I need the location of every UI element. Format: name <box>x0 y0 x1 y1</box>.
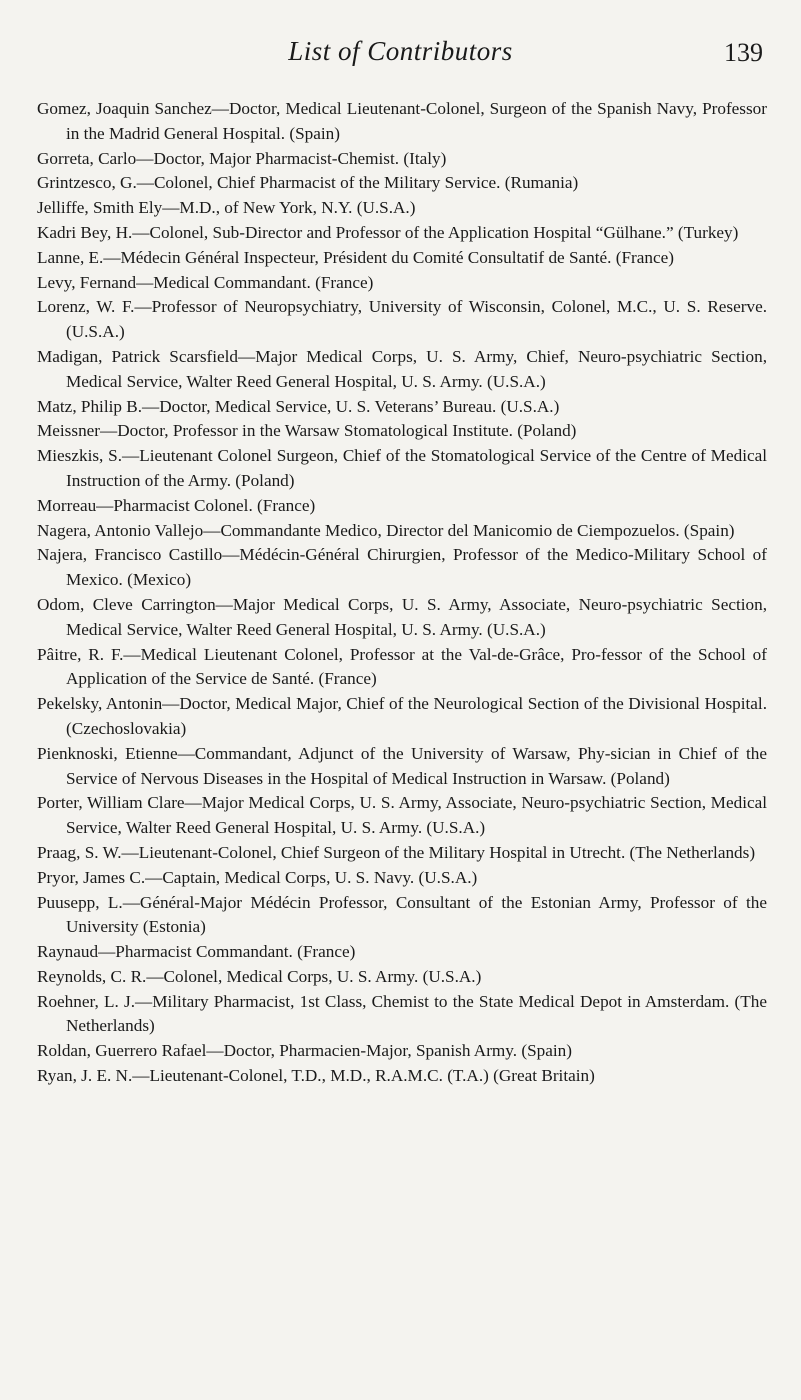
contributor-entry: Praag, S. W.—Lieutenant-Colonel, Chief Surgeon of the Military Hospital in Utrecht. (The Netherlands) <box>37 842 756 862</box>
contributor-entry: Raynaud—Pharmacist Commandant. (France) <box>37 942 356 962</box>
contributor-entry: Meissner—Doctor, Professor in the Warsaw Stomatological Institute. (Poland) <box>37 421 577 441</box>
contributor-entry: Puusepp, L.—Général-Major Médécin Professor, Consultant of the Estonian Army, Professor of the University (Estonia) <box>37 892 767 937</box>
contributor-entry: Najera, Francisco Castillo—Médécin-Général Chirurgien, Professor of the Medico-Military School of Mexico. (Mexico) <box>37 545 767 590</box>
contributor-entry: Lorenz, W. F.—Professor of Neuropsychiatry, University of Wisconsin, Colonel, M.C., U. S. Reserve. (U.S.A.) <box>37 297 767 342</box>
contributor-entry: Gorreta, Carlo—Doctor, Major Pharmacist-Chemist. (Italy) <box>37 148 447 168</box>
contributor-entry: Pekelsky, Antonin—Doctor, Medical Major, Chief of the Neurological Section of the Divisional Hospital. (Czechoslovakia) <box>37 694 767 738</box>
contributor-entry: Matz, Philip B.—Doctor, Medical Service, U. S. Veterans’ Bureau. (U.S.A.) <box>37 396 560 416</box>
contributor-entry: Nagera, Antonio Vallejo—Commandante Medico, Director del Manicomio de Ciempozuelos. (Spain) <box>37 520 735 540</box>
contributor-entry: Kadri Bey, H.—Colonel, Sub-Director and Professor of the Application Hospital “Gülhane.” (Turkey) <box>37 222 739 242</box>
contributor-entry: Gomez, Joaquin Sanchez—Doctor, Medical Lieutenant-Colonel, Surgeon of the Spanish Navy, Professor in the Madrid General Hospital. (Spain) <box>37 99 767 143</box>
page-title: List of Contributors <box>288 36 513 66</box>
contributor-entry: Roehner, L. J.—Military Pharmacist, 1st Class, Chemist to the State Medical Depot in Amsterdam. (The Netherlands) <box>37 991 767 1036</box>
contributor-entry: Levy, Fernand—Medical Commandant. (France) <box>37 272 374 292</box>
contributor-entry: Lanne, E.—Médecin Général Inspecteur, Président du Comité Consultatif de Santé. (France) <box>37 247 674 267</box>
contributor-entry: Porter, William Clare—Major Medical Corps, U. S. Army, Associate, Neuro-psychiatric Section, Medical Service, Walter Reed General Hospital, U. S. Army. (U.S.A.) <box>37 793 767 838</box>
page-header <box>0 36 801 76</box>
contributor-entry: Madigan, Patrick Scarsfield—Major Medical Corps, U. S. Army, Chief, Neuro-psychiatric Section, Medical Service, Walter Reed General Hospital, U. S. Army. (U.S.A.) <box>37 346 767 391</box>
contributor-entry: Grintzesco, G.—Colonel, Chief Pharmacist of the Military Service. (Rumania) <box>37 173 579 193</box>
contributor-entry: Pryor, James C.—Captain, Medical Corps, U. S. Navy. (U.S.A.) <box>37 867 478 887</box>
contributor-entry: Odom, Cleve Carrington—Major Medical Corps, U. S. Army, Associate, Neuro-psychiatric Section, Medical Service, Walter Reed General Hospital, U. S. Army. (U.S.A.) <box>37 594 767 639</box>
contributor-entry: Pâitre, R. F.—Medical Lieutenant Colonel, Professor at the Val-de-Grâce, Pro-fessor of the School of Application of the Service de Santé. (France) <box>37 644 767 689</box>
contributor-entry: Morreau—Pharmacist Colonel. (France) <box>37 495 316 515</box>
page-number: 139 <box>724 38 763 67</box>
contributor-entry: Mieszkis, S.—Lieutenant Colonel Surgeon, Chief of the Stomatological Service of the Centre of Medical Instruction of the Army. (Poland) <box>37 446 767 490</box>
contributor-entry: Pienknoski, Etienne—Commandant, Adjunct of the University of Warsaw, Phy-sician in Chief of the Service of Nervous Diseases in the Hospital of Medical Instruction in Warsaw. (Poland) <box>37 743 767 788</box>
contributor-list <box>37 97 767 1089</box>
contributor-entry: Reynolds, C. R.—Colonel, Medical Corps, U. S. Army. (U.S.A.) <box>37 966 482 986</box>
contributor-entry: Jelliffe, Smith Ely—M.D., of New York, N.Y. (U.S.A.) <box>37 198 416 218</box>
contributor-entry: Ryan, J. E. N.—Lieutenant-Colonel, T.D., M.D., R.A.M.C. (T.A.) (Great Britain) <box>37 1066 595 1086</box>
contributor-entry: Roldan, Guerrero Rafael—Doctor, Pharmacien-Major, Spanish Army. (Spain) <box>37 1041 572 1061</box>
